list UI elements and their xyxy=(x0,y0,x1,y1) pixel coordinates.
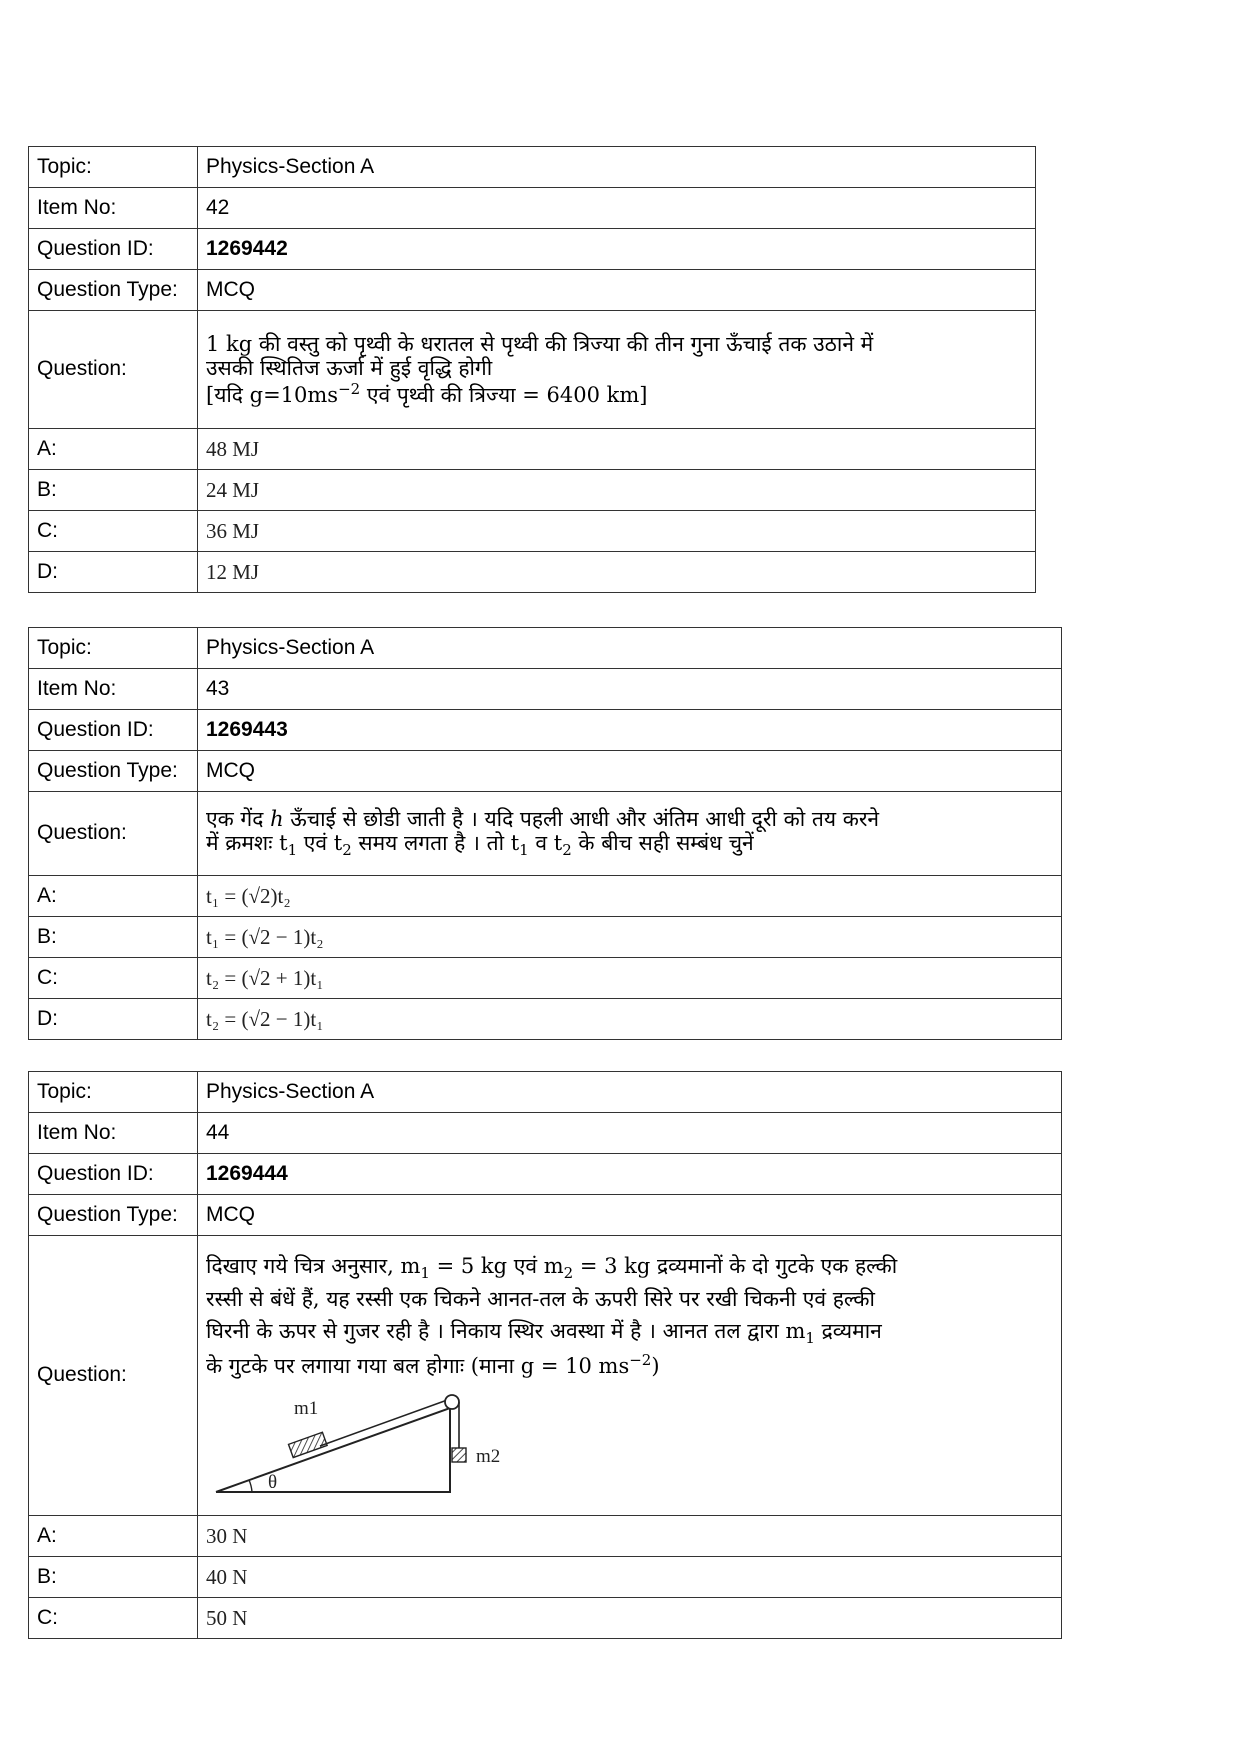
topic-label: Topic: xyxy=(29,628,198,669)
question-card-43 xyxy=(28,627,1062,1040)
option-c: t₂ = (√2 + 1)t₁ xyxy=(198,958,1062,999)
question-text xyxy=(198,1236,1062,1516)
question-line-3: [यदि $g=10ms^{-2}$ एवं पृथ्वी की त्रिज्या = 6400 km] xyxy=(206,379,648,407)
question-id-label: Question ID: xyxy=(29,1154,198,1195)
question-id-value: 1269442 xyxy=(198,229,1036,270)
question-id-value: 1269443 xyxy=(198,710,1062,751)
option-c: 50 N xyxy=(198,1598,1062,1639)
block-m2 xyxy=(452,1448,466,1462)
question-card-44 xyxy=(28,1071,1062,1639)
label-m1: m1 xyxy=(294,1397,319,1419)
topic-value: Physics-Section A xyxy=(198,1072,1062,1113)
item-no-label: Item No: xyxy=(29,1113,198,1154)
item-no-value: 43 xyxy=(198,669,1062,710)
option-a: 30 N xyxy=(198,1516,1062,1557)
question-line-4: के गुटके पर लगाया गया बल होगाः (माना g = 10 $ms^{-2}$) xyxy=(206,1350,660,1378)
question-line-2: उसकी स्थितिज ऊर्जा में हुई वृद्धि होगी xyxy=(206,356,493,381)
option-d-label: D: xyxy=(29,999,198,1040)
option-a-label: A: xyxy=(29,876,198,917)
option-b: 40 N xyxy=(198,1557,1062,1598)
option-c: 36 MJ xyxy=(198,511,1036,552)
option-a: 48 MJ xyxy=(198,429,1036,470)
item-no-value: 44 xyxy=(198,1113,1062,1154)
incline-plane xyxy=(216,1408,450,1492)
option-c-label: C: xyxy=(29,511,198,552)
option-c-label: C: xyxy=(29,1598,198,1639)
option-a: t₁ = (√2)t₂ xyxy=(198,876,1062,917)
question-type-value: MCQ xyxy=(198,1195,1062,1236)
option-c-label: C: xyxy=(29,958,198,999)
item-no-label: Item No: xyxy=(29,188,198,229)
topic-label: Topic: xyxy=(29,147,198,188)
item-no-label: Item No: xyxy=(29,669,198,710)
question-type-label: Question Type: xyxy=(29,1195,198,1236)
option-d-label: D: xyxy=(29,552,198,593)
option-a-label: A: xyxy=(29,429,198,470)
question-line-2: में क्रमशः $t_1$ एवं $t_2$ समय लगता है । तो $t_1$ व $t_2$ के बीच सही सम्बंध चुनें xyxy=(206,831,754,860)
option-b-label: B: xyxy=(29,470,198,511)
topic-label: Topic: xyxy=(29,1072,198,1113)
option-b: t₁ = (√2 − 1)t₂ xyxy=(198,917,1062,958)
question-line-1: एक गेंद h ऊँचाई से छोडी जाती है । यदि पहली आधी और अंतिम आधी दूरी को तय करने xyxy=(206,807,880,832)
incline-pulley-diagram xyxy=(212,1388,532,1498)
rope-incline xyxy=(320,1399,450,1446)
question-type-value: MCQ xyxy=(198,270,1036,311)
item-no-value: 42 xyxy=(198,188,1036,229)
question-card-42 xyxy=(28,146,1036,593)
option-d: t₂ = (√2 − 1)t₁ xyxy=(198,999,1062,1040)
label-theta: θ xyxy=(268,1471,278,1493)
question-label: Question: xyxy=(29,311,198,429)
option-b-label: B: xyxy=(29,1557,198,1598)
question-text xyxy=(198,311,1036,429)
question-line-1: 1 kg की वस्तु को पृथ्वी के धरातल से पृथ्वी की त्रिज्या की तीन गुना ऊँचाई तक उठाने में xyxy=(206,332,874,357)
topic-value: Physics-Section A xyxy=(198,147,1036,188)
question-line-2: रस्सी से बंधें हैं, यह रस्सी एक चिकने आनत-तल के ऊपरी सिरे पर रखी चिकनी एवं हल्की xyxy=(206,1287,875,1312)
question-id-label: Question ID: xyxy=(29,710,198,751)
question-line-1: दिखाए गये चित्र अनुसार, $m_1 = 5$ kg एवं $m_2 = 3$ kg द्रव्यमानों के दो गुटके एक हल्की xyxy=(206,1254,898,1283)
question-text xyxy=(198,792,1062,876)
topic-value: Physics-Section A xyxy=(198,628,1062,669)
option-b: 24 MJ xyxy=(198,470,1036,511)
question-label: Question: xyxy=(29,792,198,876)
question-id-value: 1269444 xyxy=(198,1154,1062,1195)
question-type-value: MCQ xyxy=(198,751,1062,792)
question-type-label: Question Type: xyxy=(29,270,198,311)
question-label: Question: xyxy=(29,1236,198,1516)
pulley xyxy=(445,1395,459,1409)
label-m2: m2 xyxy=(476,1445,501,1467)
option-d: 12 MJ xyxy=(198,552,1036,593)
option-a-label: A: xyxy=(29,1516,198,1557)
question-line-3: घिरनी के ऊपर से गुजर रही है । निकाय स्थिर अवस्था में है । आनत तल द्वारा $m_1$ द्रव्यमान xyxy=(206,1318,882,1347)
angle-arc xyxy=(249,1480,252,1492)
option-b-label: B: xyxy=(29,917,198,958)
question-type-label: Question Type: xyxy=(29,751,198,792)
question-id-label: Question ID: xyxy=(29,229,198,270)
